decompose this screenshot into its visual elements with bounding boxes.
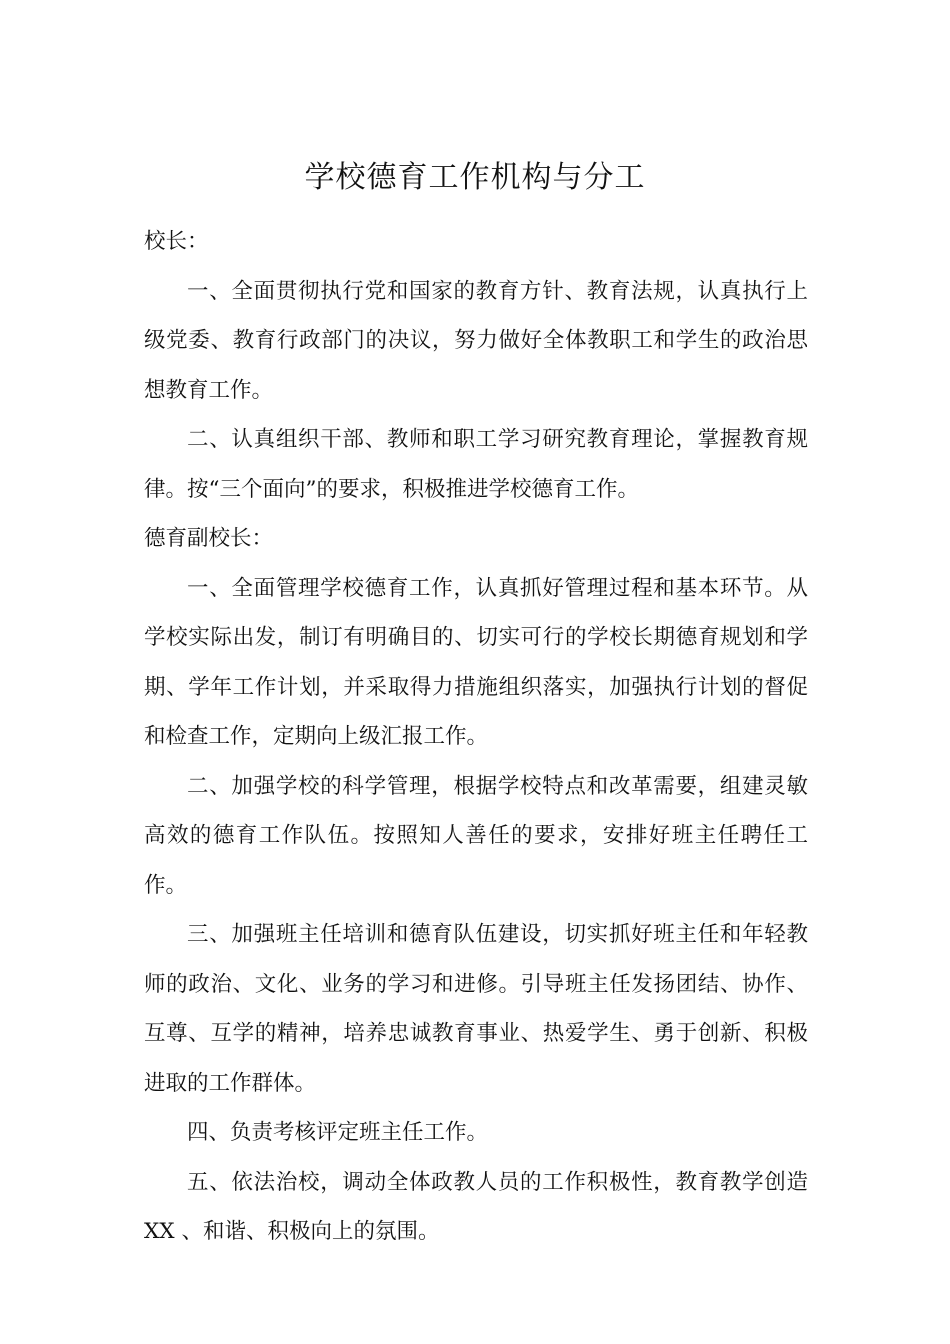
vice-principal-paragraph-1: 一、全面管理学校德育工作，认真抓好管理过程和基本环节。从学校实际出发，制订有明确目的、切实可行的学校长期德育规划和学期、学年工作计划，并采取得力措施组织落实，加强执行计划的督促和检查工作，定期向上级汇报工作。 xyxy=(144,575,808,749)
vice-principal-paragraph-3: 三、加强班主任培训和德育队伍建设，切实抓好班主任和年轻教师的政治、文化、业务的学习和进修。引导班主任发扬团结、协作、互尊、互学的精神，培养忠诚教育事业、热爱学生、勇于创新、积极进取的工作群体。 xyxy=(144,922,808,1096)
principal-paragraph-1: 一、全面贯彻执行党和国家的教育方针、教育法规，认真执行上级党委、教育行政部门的决议，努力做好全体教职工和学生的政治思想教育工作。 xyxy=(144,278,808,403)
principal-paragraph-2: 二、认真组织干部、教师和职工学习研究教育理论，掌握教育规律。按“三个面向”的要求，积极推进学校德育工作。 xyxy=(144,427,808,502)
section-heading-vice-principal: 德育副校长： xyxy=(144,526,274,551)
vice-principal-paragraph-4: 四、负责考核评定班主任工作。 xyxy=(187,1120,489,1145)
vice-principal-paragraph-5: 五、依法治校，调动全体政教人员的工作积极性，教育教学创造XX 、和谐、积极向上的氛围。 xyxy=(144,1169,808,1244)
document-title: 学校德育工作机构与分工 xyxy=(304,160,646,195)
vice-principal-paragraph-2: 二、加强学校的科学管理，根据学校特点和改革需要，组建灵敏高效的德育工作队伍。按照知人善任的要求，安排好班主任聘任工作。 xyxy=(144,773,808,898)
section-heading-principal: 校长： xyxy=(144,229,209,254)
document-body xyxy=(144,217,808,1257)
